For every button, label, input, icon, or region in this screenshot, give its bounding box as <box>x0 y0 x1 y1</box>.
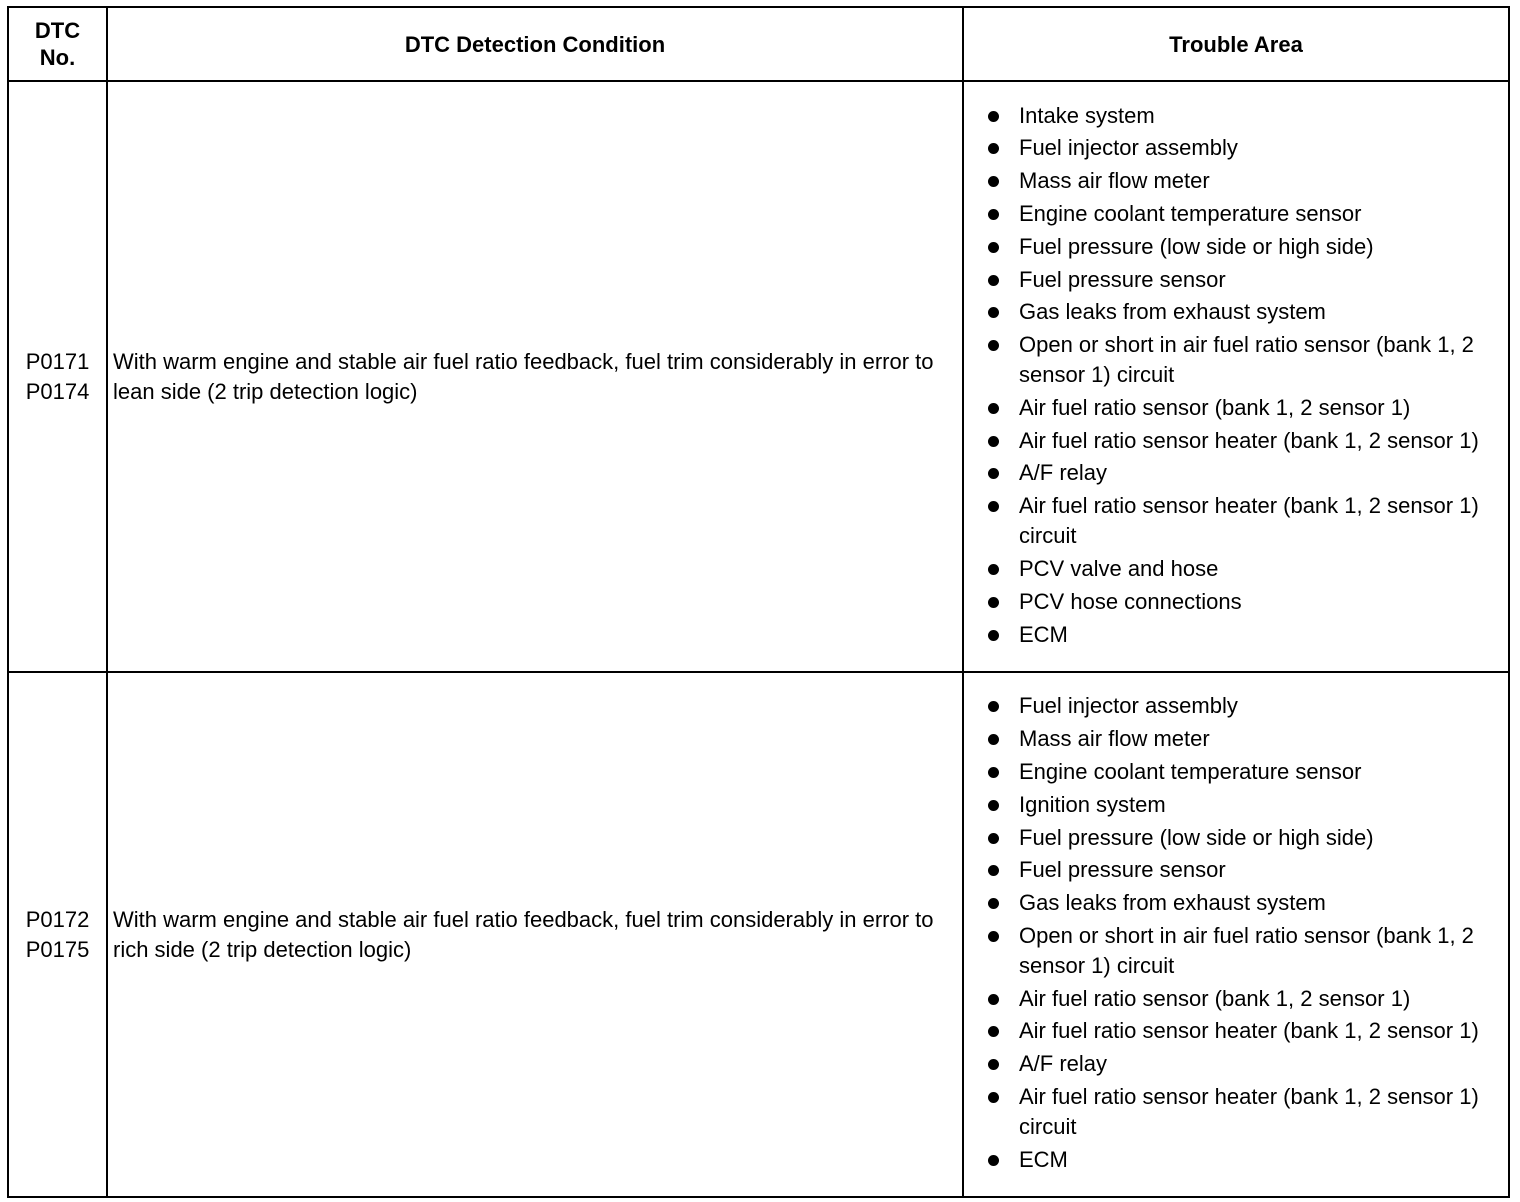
list-item: A/F relay <box>964 1049 1494 1079</box>
list-item: Air fuel ratio sensor (bank 1, 2 sensor 1) <box>964 984 1494 1014</box>
dtc-code: P0171 <box>25 348 90 374</box>
header-dtc-no <box>8 7 107 81</box>
header-condition: DTC Detection Condition <box>107 7 963 81</box>
dtc-code-cell <box>8 81 107 672</box>
list-item: Intake system <box>964 101 1494 131</box>
list-item: ECM <box>964 620 1494 650</box>
list-item: Air fuel ratio sensor heater (bank 1, 2 sensor 1) <box>964 426 1494 456</box>
list-item: Air fuel ratio sensor heater (bank 1, 2 sensor 1) circuit <box>964 1082 1494 1142</box>
list-item: ECM <box>964 1145 1494 1175</box>
list-item: Ignition system <box>964 790 1494 820</box>
dtc-code: P0175 <box>25 936 90 962</box>
header-dtc-no-line2: No. <box>39 45 76 70</box>
trouble-area-list <box>964 101 1494 650</box>
header-row <box>8 7 1509 81</box>
list-item: A/F relay <box>964 458 1494 488</box>
table-row <box>8 81 1509 672</box>
header-dtc-no-line1: DTC <box>34 18 81 43</box>
table-row <box>8 672 1509 1197</box>
dtc-code: P0172 <box>25 906 90 932</box>
list-item: Fuel pressure sensor <box>964 265 1494 295</box>
list-item: Mass air flow meter <box>964 724 1494 754</box>
detection-condition: With warm engine and stable air fuel ratio feedback, fuel trim considerably in error to rich side (2 trip detection logic) <box>107 672 963 1197</box>
trouble-area-list <box>964 691 1494 1175</box>
list-item: Mass air flow meter <box>964 166 1494 196</box>
list-item: Air fuel ratio sensor heater (bank 1, 2 sensor 1) circuit <box>964 491 1494 551</box>
dtc-code-cell <box>8 672 107 1197</box>
list-item: Fuel injector assembly <box>964 133 1494 163</box>
list-item: Fuel injector assembly <box>964 691 1494 721</box>
trouble-area-cell <box>963 672 1509 1197</box>
detection-condition: With warm engine and stable air fuel ratio feedback, fuel trim considerably in error to lean side (2 trip detection logic) <box>107 81 963 672</box>
trouble-area-cell <box>963 81 1509 672</box>
list-item: Fuel pressure (low side or high side) <box>964 823 1494 853</box>
list-item: PCV hose connections <box>964 587 1494 617</box>
list-item: Gas leaks from exhaust system <box>964 297 1494 327</box>
list-item: Engine coolant temperature sensor <box>964 199 1494 229</box>
dtc-table <box>7 6 1510 1198</box>
list-item: Fuel pressure sensor <box>964 855 1494 885</box>
list-item: Air fuel ratio sensor heater (bank 1, 2 sensor 1) <box>964 1016 1494 1046</box>
dtc-code: P0174 <box>25 378 90 404</box>
list-item: Gas leaks from exhaust system <box>964 888 1494 918</box>
list-item: Air fuel ratio sensor (bank 1, 2 sensor 1) <box>964 393 1494 423</box>
list-item: Open or short in air fuel ratio sensor (bank 1, 2 sensor 1) circuit <box>964 921 1494 981</box>
header-trouble-area: Trouble Area <box>963 7 1509 81</box>
list-item: Fuel pressure (low side or high side) <box>964 232 1494 262</box>
list-item: Open or short in air fuel ratio sensor (bank 1, 2 sensor 1) circuit <box>964 330 1494 390</box>
list-item: PCV valve and hose <box>964 554 1494 584</box>
list-item: Engine coolant temperature sensor <box>964 757 1494 787</box>
